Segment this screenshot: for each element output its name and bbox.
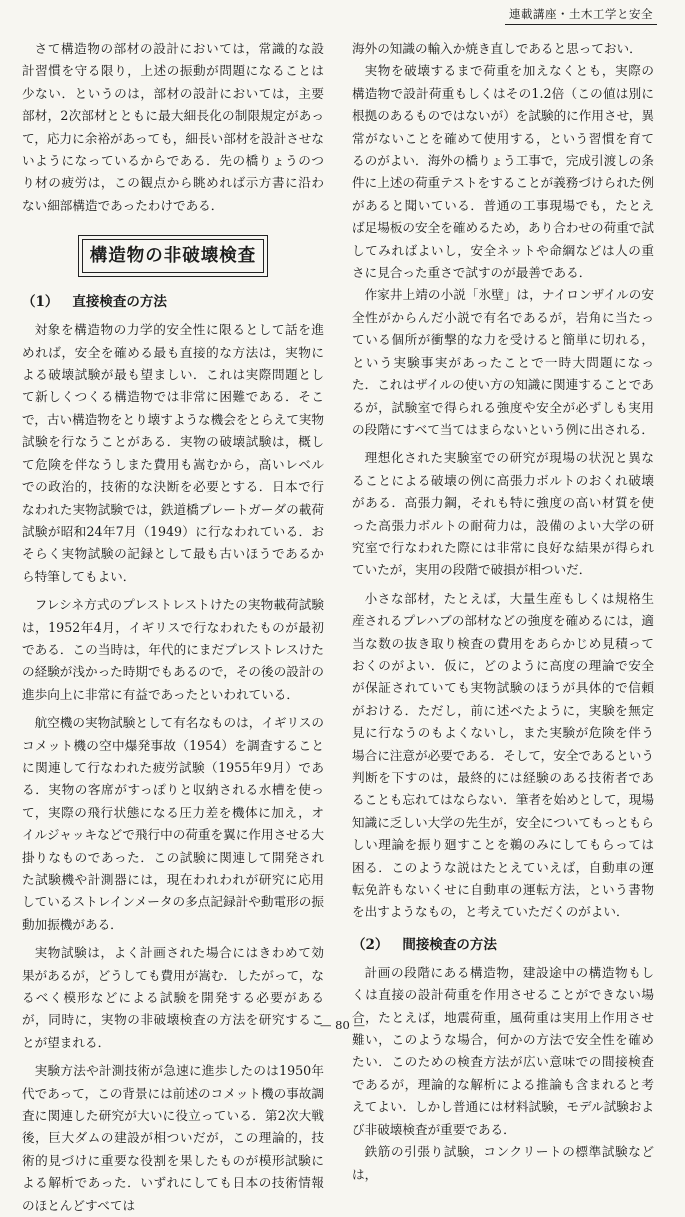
left-column: [22, 38, 324, 1217]
subsection-label: 直接検査の方法: [72, 294, 167, 311]
subsection-heading-direct: [22, 291, 324, 313]
page-number: — 80 —: [320, 1018, 365, 1032]
body-paragraph: 実物を破壊するまで荷重を加えなくとも，実際の構造物で設計荷重もしくはその1.2倍（この値は別に根拠のあるものではないが）を試験的に作用させ，異常がないことを確めて使用する，という習慣を育てるのがよい．海外の橋りょう工事で，完成引渡しの条件に上述の荷重テストをすることが義務づけられた例があると聞いている．普通の工事現場でも，たとえば足場板の安全を確めるため，あり合わせの荷重で試してみればよいし，安全ネットや命綱などは人の重さに見合った重さで試すのが最善である．: [352, 63, 654, 281]
body-paragraph: 実験方法や計測技術が急速に進歩したのは1950年代であって，この背景には前述のコメット機の事故調査に関連した研究が大いに役立っている．第2次大戦後，巨大ダムの建設が相ついだが，この理論的，技術的見づけに重要な役割を果したものが模形試験による解析であった．いずれにしても日本の技術情報のほとんどすべては: [22, 1063, 324, 1213]
right-column: [352, 38, 654, 1186]
body-paragraph: 理想化された実験室での研究が現場の状況と異なることによる破壊の例に高張力ボルトのおくれ破壊がある．高張力鋼，それも特に強度の高い材質を使った高張力ボルトの耐荷力は，設備のよい大学の研究室で行なわれた際には非常に良好な結果が得られていたが，実用の段階で破損が相ついだ．: [352, 450, 654, 578]
body-paragraph: 航空機の実物試験として有名なものは，イギリスのコメット機の空中爆発事故（1954）を調査することに関連して行なわれた疲労試験（1955年9月）である．実物の客席がすっぽりと収納される水槽を使って，実際の飛行状態になる圧力差を機体に加え，オイルジャッキなどで飛行中の荷重を翼に作用させる大掛りなものであった．この試験に関連して開発された試験機や計測器には，現在われわれが研究に応用しているストレインメータの多点記録計や動電形の振動加振機がある．: [22, 715, 324, 932]
body-paragraph: 作家井上靖の小説「氷壁」は，ナイロンザイルの安全性がからんだ小説で有名であるが，岩角に当たっている個所が衝撃的な力を受けると簡単に切れる，という実験事実があったことで一時大問題になった．これはザイルの使い方の知識に関連することであるが，試験室で得られる強度や安全が必ずしも実用の段階にすべて当てはまらないという例に出される．: [352, 287, 654, 437]
subsection-heading-indirect: [352, 934, 654, 956]
body-paragraph: 計画の段階にある構造物，建設途中の構造物もしくは直接の設計荷重を作用させることができない場合，たとえば，地震荷重，風荷重は実用上作用させ難い，このような場合，何かの方法で安全性を確めたい．このための検査方法が広い意味での間接検査であるが，理論的な解析による推論も含まれると考えてよい．しかし普通には材料試験，モデル試験および非破壊検査が重要である．: [352, 964, 654, 1137]
body-paragraph: 海外の知識の輸入か焼き直しであると思っておい．: [352, 41, 642, 56]
subsection-label: 間接検査の方法: [402, 936, 497, 953]
subsection-number: （1）: [22, 294, 59, 311]
body-paragraph: 対象を構造物の力学的安全性に限るとして話を進めれば，安全を確める最も直接的な方法は，実物による破壊試験が最も望ましい．これは実際問題として新しくつくる構造物では非常に困難である．そこで，古い構造物をとり壊すような機会をとらえて実物試験を行なうことがある．実物の破壊試験は，概して危険を伴なうしまた費用も嵩むから，高いレベルでの政治的，技術的な決断を必要とする．日本で行なわれた実物試験では，鉄道橋プレートガーダの載荷試験が昭和24年7月（1949）に行なわれている．おそらく実物試験の記録として最も古いほうであるから特筆してもよい．: [22, 322, 324, 584]
body-paragraph: 小さな部材，たとえば，大量生産もしくは規格生産されるプレハブの部材などの強度を確めるには，適当な数の抜き取り検査の費用をあらかじめ見積っておくのがよい．仮に，どのように高度の理論で安全が保証されていても実物試験のほうが具体的で信頼がおける．ただし，前に述べたように，実験を無定見に行なうのもよくないし，また実験が危険を伴う場合に注意が必要である．そして，安全であるという判断を下すのは，最終的には経験のある技術者であることも忘れてはならない．筆者を始めとして，現場知識に乏しい大学の先生が，安全についてもっともらしい理論を振り廻すことを鵜のみにしてもらっては困る．このような説はたとえていえば，自動車の運転免許もないくせに自動車の運転方法，という書物を出すようなもの，と考えていただくのがよい．: [352, 590, 654, 920]
section-title-box: [78, 235, 268, 277]
body-paragraph: 実物試験は，よく計画された場合にはきわめて効果があるが，どうしても費用が嵩む．したがって，なるべく模形などによる試験を開発する必要があるが，同時に，実物の非破壊検査の方法を研究することが望まれる．: [22, 945, 324, 1050]
body-paragraph: 鉄筋の引張り試験，コンクリートの標準試験などは，: [352, 1144, 654, 1182]
subsection-number: （2）: [352, 936, 389, 953]
body-paragraph: フレシネ方式のプレストレストけたの実物載荷試験は，1952年4月，イギリスで行なわれたものが最初である．この当時は，年代的にまだプレストレスけたの経験が浅かった時期でもあるので，その後の設計の進歩向上に非常に有益であったといわれている．: [22, 597, 324, 702]
intro-paragraph: さて構造物の部材の設計においては，常識的な設計習慣を守る限り，上述の振動が問題になることは少ない．というのは，部材の設計においては，主要部材，2次部材とともに最大細長化の制限規定があって，応力に余裕があっても，細長い部材を設計させないようになっているからである．先の橋りょうのつり材の疲労は，この観点から眺めれば示方書に沿わない細部構造であったわけである．: [22, 41, 324, 213]
section-title: 構造物の非破壊検査: [82, 239, 264, 273]
running-header: 連載講座・土木工学と安全: [505, 6, 657, 25]
